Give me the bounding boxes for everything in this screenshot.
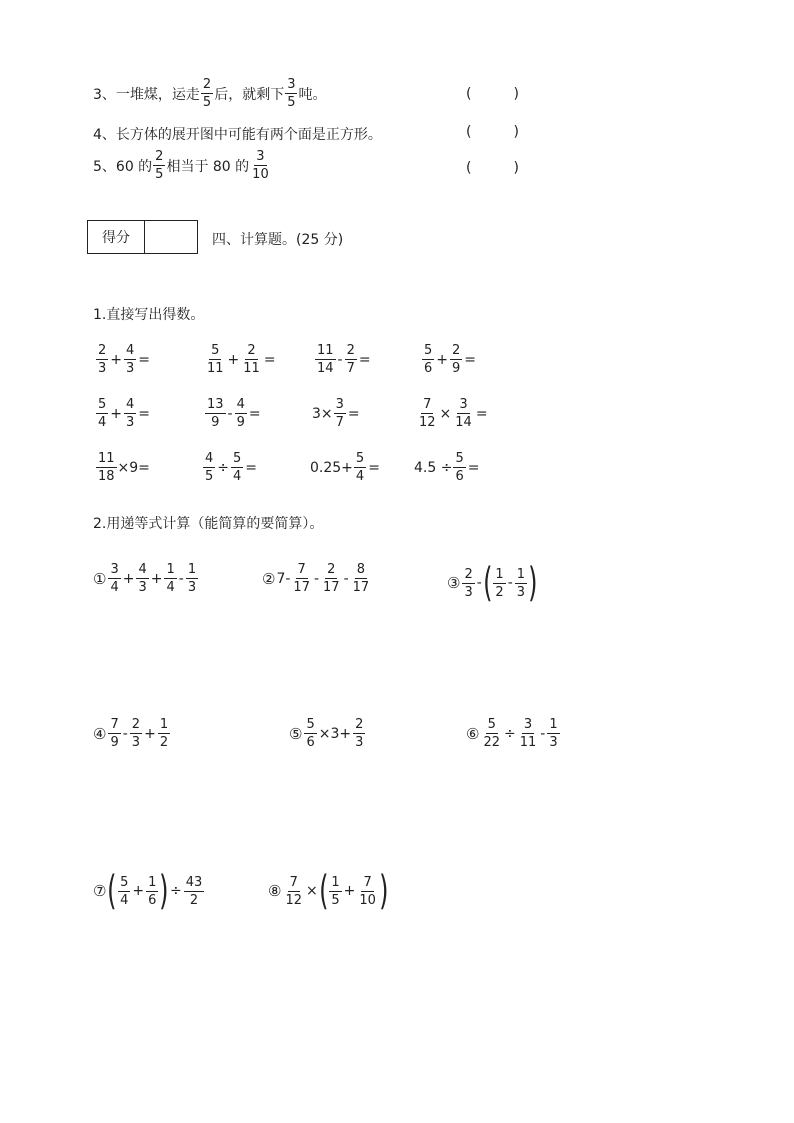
right-paren: ) bbox=[379, 868, 389, 914]
numerator: 1 bbox=[187, 562, 197, 577]
part1-title: 1.直接写出得数。 bbox=[93, 307, 205, 323]
denominator: 6 bbox=[306, 735, 315, 750]
numerator: 4 bbox=[138, 562, 147, 577]
denominator: 4 bbox=[120, 892, 129, 908]
denominator: 9 bbox=[236, 415, 245, 430]
fraction bbox=[547, 718, 559, 749]
denominator: 12 bbox=[285, 892, 302, 908]
denominator: 17 bbox=[323, 580, 340, 595]
numerator: 7 bbox=[297, 562, 306, 577]
judgement-question-5 bbox=[93, 150, 272, 181]
denominator: 5 bbox=[205, 469, 214, 484]
numerator: 8 bbox=[356, 562, 366, 577]
numerator: 5 bbox=[120, 874, 129, 890]
denominator: 3 bbox=[464, 584, 473, 600]
numerator: 2 bbox=[131, 717, 141, 732]
denominator: 11 bbox=[519, 735, 537, 750]
oral-item-12 bbox=[414, 452, 480, 483]
fraction bbox=[315, 344, 336, 375]
fraction bbox=[201, 78, 213, 109]
fraction bbox=[321, 563, 342, 594]
denominator: 3 bbox=[131, 735, 141, 750]
denominator: 6 bbox=[424, 361, 433, 376]
denominator: 3 bbox=[549, 735, 558, 750]
equals: = bbox=[347, 405, 360, 422]
denominator: 4 bbox=[233, 469, 242, 484]
numerator: 1 bbox=[331, 874, 340, 890]
fraction bbox=[124, 344, 136, 375]
numerator: 1 bbox=[516, 566, 526, 582]
fraction bbox=[353, 718, 365, 749]
oral-item-1 bbox=[95, 344, 151, 375]
fraction bbox=[354, 452, 366, 483]
numerator: 1 bbox=[495, 566, 504, 582]
numerator: 7 bbox=[110, 717, 119, 732]
fraction bbox=[96, 452, 117, 483]
fraction bbox=[108, 563, 120, 594]
denominator: 17 bbox=[352, 580, 370, 595]
section-4-title: 四、计算题。(25 分) bbox=[212, 232, 344, 248]
numerator: 3 bbox=[287, 77, 296, 92]
fraction bbox=[450, 344, 462, 375]
paren-close: ) bbox=[513, 124, 519, 140]
operator: + bbox=[144, 725, 156, 742]
oral-item-9 bbox=[95, 452, 150, 483]
numerator: 2 bbox=[346, 343, 355, 358]
fraction bbox=[329, 876, 341, 907]
right-paren: ) bbox=[159, 868, 169, 914]
operator: ÷ bbox=[504, 725, 516, 742]
score-input-cell[interactable] bbox=[145, 221, 197, 253]
denominator: 17 bbox=[293, 580, 310, 595]
numerator: 1 bbox=[159, 717, 169, 732]
equals: = bbox=[464, 351, 477, 368]
score-box bbox=[87, 220, 198, 254]
numerator: 4 bbox=[126, 397, 135, 412]
fraction bbox=[250, 150, 271, 181]
denominator: 3 bbox=[98, 361, 107, 376]
fraction bbox=[158, 718, 170, 749]
fraction bbox=[493, 568, 505, 599]
problem-number: ⑤ bbox=[289, 724, 303, 743]
problem-number: ⑧ bbox=[268, 882, 282, 900]
operator: + bbox=[227, 351, 240, 368]
problem-number: ④ bbox=[93, 724, 107, 743]
denominator: 4 bbox=[355, 469, 365, 484]
numerator: 3 bbox=[110, 562, 119, 577]
operator: ÷ bbox=[217, 459, 230, 476]
oral-item-11 bbox=[310, 452, 381, 483]
operator: - bbox=[476, 575, 482, 591]
problem-5 bbox=[289, 718, 366, 749]
denominator: 5 bbox=[155, 167, 164, 182]
numerator: 7 bbox=[423, 397, 432, 412]
denominator: 6 bbox=[148, 892, 157, 908]
denominator: 22 bbox=[483, 735, 500, 750]
paren-open: ( bbox=[466, 86, 472, 102]
fraction bbox=[351, 563, 372, 594]
numerator: 43 bbox=[185, 874, 203, 890]
q3-text-c: 吨。 bbox=[298, 86, 327, 103]
fraction bbox=[164, 563, 176, 594]
oral-item-7 bbox=[312, 398, 361, 429]
denominator: 4 bbox=[98, 415, 107, 430]
fraction bbox=[231, 452, 243, 483]
denominator: 7 bbox=[346, 361, 355, 376]
operator: - bbox=[507, 575, 513, 591]
denominator: 14 bbox=[455, 415, 472, 430]
numerator: 5 bbox=[487, 717, 496, 732]
numerator: 5 bbox=[98, 397, 107, 412]
denominator: 2 bbox=[159, 735, 169, 750]
left-paren: ( bbox=[318, 868, 329, 914]
fraction bbox=[205, 398, 226, 429]
numerator: 2 bbox=[247, 343, 256, 358]
fraction bbox=[186, 563, 198, 594]
numerator: 13 bbox=[207, 397, 224, 412]
fraction bbox=[130, 718, 142, 749]
fraction bbox=[136, 563, 148, 594]
fraction bbox=[334, 398, 346, 429]
fraction bbox=[124, 398, 136, 429]
fraction bbox=[184, 876, 205, 907]
equals: = bbox=[138, 351, 151, 368]
operator: × bbox=[306, 883, 318, 899]
problem-number: ③ bbox=[447, 574, 461, 592]
fraction bbox=[481, 718, 502, 749]
paren-close: ) bbox=[513, 160, 519, 176]
denominator: 3 bbox=[126, 415, 135, 430]
problem-2 bbox=[262, 563, 372, 594]
fraction bbox=[462, 568, 474, 599]
denominator: 11 bbox=[207, 361, 224, 376]
operator: ÷ bbox=[169, 883, 182, 899]
problem-3 bbox=[447, 560, 538, 606]
numerator: 1 bbox=[148, 874, 157, 890]
numerator: 5 bbox=[455, 451, 464, 466]
answer-paren-5[interactable] bbox=[466, 160, 519, 176]
numerator: 5 bbox=[211, 343, 220, 358]
problem-number: ⑥ bbox=[466, 724, 480, 743]
denominator: 5 bbox=[202, 95, 212, 110]
fraction bbox=[422, 344, 434, 375]
denominator: 7 bbox=[335, 415, 344, 430]
problem-number: ⑦ bbox=[93, 882, 107, 900]
right-paren: ) bbox=[528, 560, 538, 606]
operator: - bbox=[540, 725, 546, 742]
problem-number: ① bbox=[93, 569, 107, 588]
operator: - bbox=[178, 570, 184, 587]
numerator: 2 bbox=[355, 717, 364, 732]
numerator: 11 bbox=[317, 343, 334, 358]
fraction bbox=[96, 344, 108, 375]
judgement-question-4: 4、长方体的展开图中可能有两个面是正方形。 bbox=[93, 127, 382, 143]
paren-open: ( bbox=[466, 160, 472, 176]
fraction bbox=[345, 344, 357, 375]
fraction bbox=[283, 876, 304, 907]
equals: = bbox=[248, 405, 261, 422]
fraction bbox=[515, 568, 527, 599]
fraction bbox=[205, 344, 226, 375]
paren-close: ) bbox=[513, 86, 519, 102]
numerator: 1 bbox=[166, 562, 175, 577]
denominator: 3 bbox=[516, 584, 526, 600]
operator: ×3+ bbox=[318, 725, 352, 742]
prefix: 0.25+ bbox=[310, 459, 353, 476]
numerator: 3 bbox=[256, 149, 265, 164]
denominator: 10 bbox=[252, 167, 269, 182]
operator: + bbox=[343, 883, 356, 899]
oral-item-4 bbox=[421, 344, 477, 375]
fraction bbox=[357, 876, 378, 907]
fraction bbox=[291, 563, 312, 594]
numerator: 2 bbox=[98, 343, 107, 358]
numerator: 7 bbox=[363, 874, 372, 890]
operator: + bbox=[132, 883, 145, 899]
oral-item-5 bbox=[95, 398, 151, 429]
problem-4 bbox=[93, 718, 171, 749]
fraction bbox=[304, 718, 316, 749]
denominator: 14 bbox=[317, 361, 334, 376]
fraction bbox=[241, 344, 262, 375]
answer-paren-3[interactable] bbox=[466, 86, 519, 102]
problem-6 bbox=[466, 718, 561, 749]
operator: - bbox=[122, 725, 128, 742]
oral-item-6 bbox=[204, 398, 262, 429]
numerator: 1 bbox=[549, 717, 558, 732]
operator: + bbox=[110, 405, 123, 422]
denominator: 11 bbox=[243, 361, 260, 376]
operator: + bbox=[436, 351, 449, 368]
oral-item-3 bbox=[314, 344, 372, 375]
denominator: 5 bbox=[331, 892, 340, 908]
equals: = bbox=[263, 351, 276, 368]
denominator: 9 bbox=[211, 415, 220, 430]
oral-item-8 bbox=[416, 398, 489, 429]
denominator: 18 bbox=[98, 469, 115, 484]
fraction bbox=[417, 398, 438, 429]
denominator: 5 bbox=[287, 95, 296, 110]
numerator: 3 bbox=[335, 397, 344, 412]
numerator: 5 bbox=[306, 717, 315, 732]
oral-item-10 bbox=[202, 452, 258, 483]
denominator: 9 bbox=[110, 735, 119, 750]
score-label: 得分 bbox=[88, 221, 145, 253]
fraction bbox=[203, 452, 215, 483]
paren-open: ( bbox=[466, 124, 472, 140]
fraction bbox=[108, 718, 120, 749]
numerator: 5 bbox=[355, 451, 365, 466]
operator: + bbox=[150, 570, 163, 587]
denominator: 3 bbox=[355, 735, 364, 750]
fraction bbox=[153, 150, 165, 181]
operator: - bbox=[227, 405, 233, 422]
numerator: 2 bbox=[452, 343, 461, 358]
numerator: 7 bbox=[289, 874, 298, 890]
prefix: 7- bbox=[276, 570, 291, 587]
denominator: 4 bbox=[110, 580, 119, 595]
denominator: 9 bbox=[452, 361, 461, 376]
fraction bbox=[453, 398, 474, 429]
part2-title: 2.用递等式计算（能简算的要简算）。 bbox=[93, 516, 324, 532]
denominator: 2 bbox=[495, 584, 504, 600]
numerator: 4 bbox=[205, 451, 214, 466]
equals: = bbox=[138, 405, 151, 422]
problem-8 bbox=[268, 868, 389, 914]
prefix: 3× bbox=[312, 405, 333, 422]
suffix: ×9= bbox=[117, 459, 150, 476]
fraction bbox=[518, 718, 539, 749]
fraction bbox=[96, 398, 108, 429]
equals: = bbox=[467, 459, 480, 476]
operator: + bbox=[122, 570, 135, 587]
numerator: 3 bbox=[459, 397, 468, 412]
numerator: 2 bbox=[327, 562, 336, 577]
equals: = bbox=[358, 351, 371, 368]
fraction bbox=[285, 78, 297, 109]
numerator: 4 bbox=[236, 397, 245, 412]
numerator: 11 bbox=[98, 451, 115, 466]
equals: = bbox=[245, 459, 258, 476]
equals: = bbox=[368, 459, 380, 476]
problem-number: ② bbox=[262, 569, 276, 588]
fraction bbox=[453, 452, 465, 483]
operator: - bbox=[313, 570, 320, 587]
numerator: 5 bbox=[233, 451, 242, 466]
denominator: 4 bbox=[166, 580, 175, 595]
problem-7 bbox=[93, 868, 205, 914]
denominator: 12 bbox=[419, 415, 436, 430]
operator: × bbox=[439, 405, 452, 422]
q3-text-b: 后，就剩下 bbox=[214, 86, 285, 103]
denominator: 3 bbox=[187, 580, 197, 595]
prefix: 4.5 ÷ bbox=[414, 459, 453, 476]
numerator: 4 bbox=[126, 343, 135, 358]
q5-text-b: 相当于 80 的 bbox=[166, 158, 250, 175]
q5-text-a: 5、60 的 bbox=[93, 158, 153, 175]
fraction bbox=[118, 876, 130, 907]
fraction bbox=[146, 876, 158, 907]
numerator: 2 bbox=[464, 566, 473, 582]
left-paren: ( bbox=[107, 868, 117, 914]
q3-text-a: 3、一堆煤，运走 bbox=[93, 86, 200, 103]
operator: - bbox=[337, 351, 343, 368]
answer-paren-4[interactable] bbox=[466, 124, 519, 140]
oral-item-2 bbox=[204, 344, 277, 375]
numerator: 2 bbox=[202, 77, 212, 92]
fraction bbox=[235, 398, 247, 429]
numerator: 3 bbox=[523, 717, 533, 732]
numerator: 2 bbox=[155, 149, 164, 164]
left-paren: ( bbox=[482, 560, 493, 606]
operator: + bbox=[110, 351, 123, 368]
operator: - bbox=[343, 570, 349, 587]
problem-1 bbox=[93, 563, 199, 594]
denominator: 2 bbox=[189, 892, 199, 908]
denominator: 3 bbox=[126, 361, 135, 376]
denominator: 3 bbox=[138, 580, 147, 595]
denominator: 6 bbox=[455, 469, 464, 484]
judgement-question-3 bbox=[93, 78, 326, 109]
equals: = bbox=[475, 405, 488, 422]
denominator: 10 bbox=[359, 892, 376, 908]
numerator: 5 bbox=[424, 343, 433, 358]
